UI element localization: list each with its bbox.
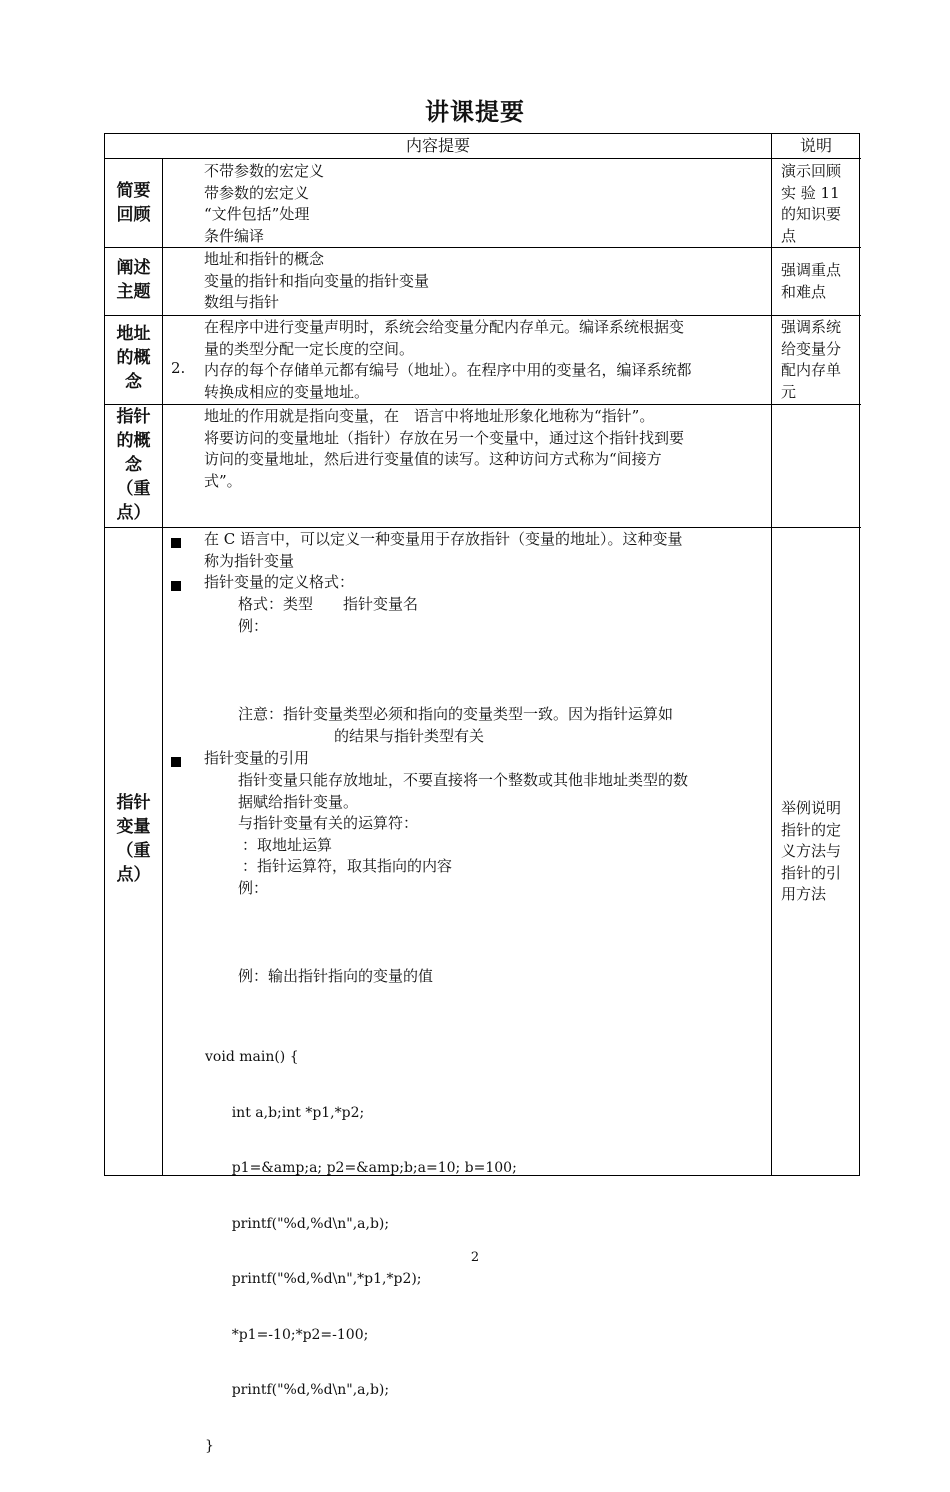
row-content: 地址和指针的概念 变量的指针和指向变量的指针变量 数组与指针 — [204, 250, 430, 311]
row-note: 演示回顾 实 验 11 的知识要 点 — [781, 162, 842, 245]
row-content: 在程序中进行变量声明时，系统会给变量分配内存单元。编译系统根据变 量的类型分配一定长度的空间。 内存的每个存储单元都有编号（地址）。在程序中用的变量名，编译系统都 转换成相应的变量地址。 — [204, 318, 692, 401]
caution-note: 注意：指针变量类型必须和指向的变量类型一致。因为指针运算如 的结果与指针类型有关 — [238, 705, 674, 745]
header-note: 说明 — [799, 136, 832, 155]
row-note: 强调重点 和难点 — [781, 261, 842, 301]
row-category: 指针 的概 念 （重 点） — [116, 407, 151, 523]
bullet-item: 指针变量的定义格式： — [204, 573, 355, 591]
pointer-reference-text: 指针变量只能存放地址，不要直接将一个整数或其他非地址类型的数 据赋给指针变量。 与指针变量有关的运算符： ：取地址运算 ：指针运算符，取其指向的内容 例： — [238, 771, 689, 897]
column-divider — [162, 158, 163, 1175]
row-divider — [105, 404, 861, 405]
row-note: 举例说明 指针的定 义方法与 指针的引 用方法 — [781, 799, 842, 903]
row-note: 强调系统 给变量分 配内存单 元 — [781, 318, 842, 401]
row-divider — [105, 158, 861, 159]
lecture-outline-table — [104, 133, 860, 1454]
list-marker: 2. — [171, 359, 186, 377]
bullet-square-icon — [171, 753, 181, 771]
page-title: 讲课提要 — [425, 98, 525, 126]
example-caption: 例：输出指针指向的变量的值 — [238, 967, 434, 985]
row-divider — [105, 527, 861, 528]
bullet-square-icon — [171, 577, 181, 595]
code-block: void main() { int a,b;int *p1,*p2; p1=&amp;a; p2=&amp;b;a=10; b=100; printf("%d,%d\n",a,b); printf("%d,%d\n",*p1,*p2); *p1=-10;*p2=-100; printf("%d,%d\n",a,b); } — [205, 1049, 517, 1454]
row-content: 不带参数的宏定义 带参数的宏定义 “文件包括”处理 条件编译 — [204, 162, 325, 245]
row-category: 指针 变量 （重 点） — [116, 793, 151, 885]
bullet-item: 指针变量的引用 — [204, 749, 310, 767]
bullet-square-icon — [171, 534, 181, 552]
row-content: 地址的作用就是指向变量，在 语言中将地址形象化地称为“指针”。 将要访问的变量地址（指针）存放在另一个变量中，通过这个指针找到要 访问的变量地址，然后进行变量值的读写。这种访问方式称为“间接方 式”。 — [204, 407, 685, 490]
definition-format: 格式：类型 指针变量名 例： — [238, 595, 419, 635]
row-category: 简要 回顾 — [116, 181, 151, 225]
row-category: 地址 的概 念 — [116, 324, 151, 392]
page-number: 2 — [470, 1250, 480, 1265]
row-divider — [105, 247, 861, 248]
column-divider — [771, 134, 772, 1175]
bullet-item: 在 C 语言中，可以定义一种变量用于存放指针（变量的地址）。这种变量 称为指针变量 — [204, 530, 683, 570]
row-category: 阐述 主题 — [116, 258, 151, 302]
header-content: 内容提要 — [405, 136, 470, 155]
row-divider — [105, 315, 861, 316]
